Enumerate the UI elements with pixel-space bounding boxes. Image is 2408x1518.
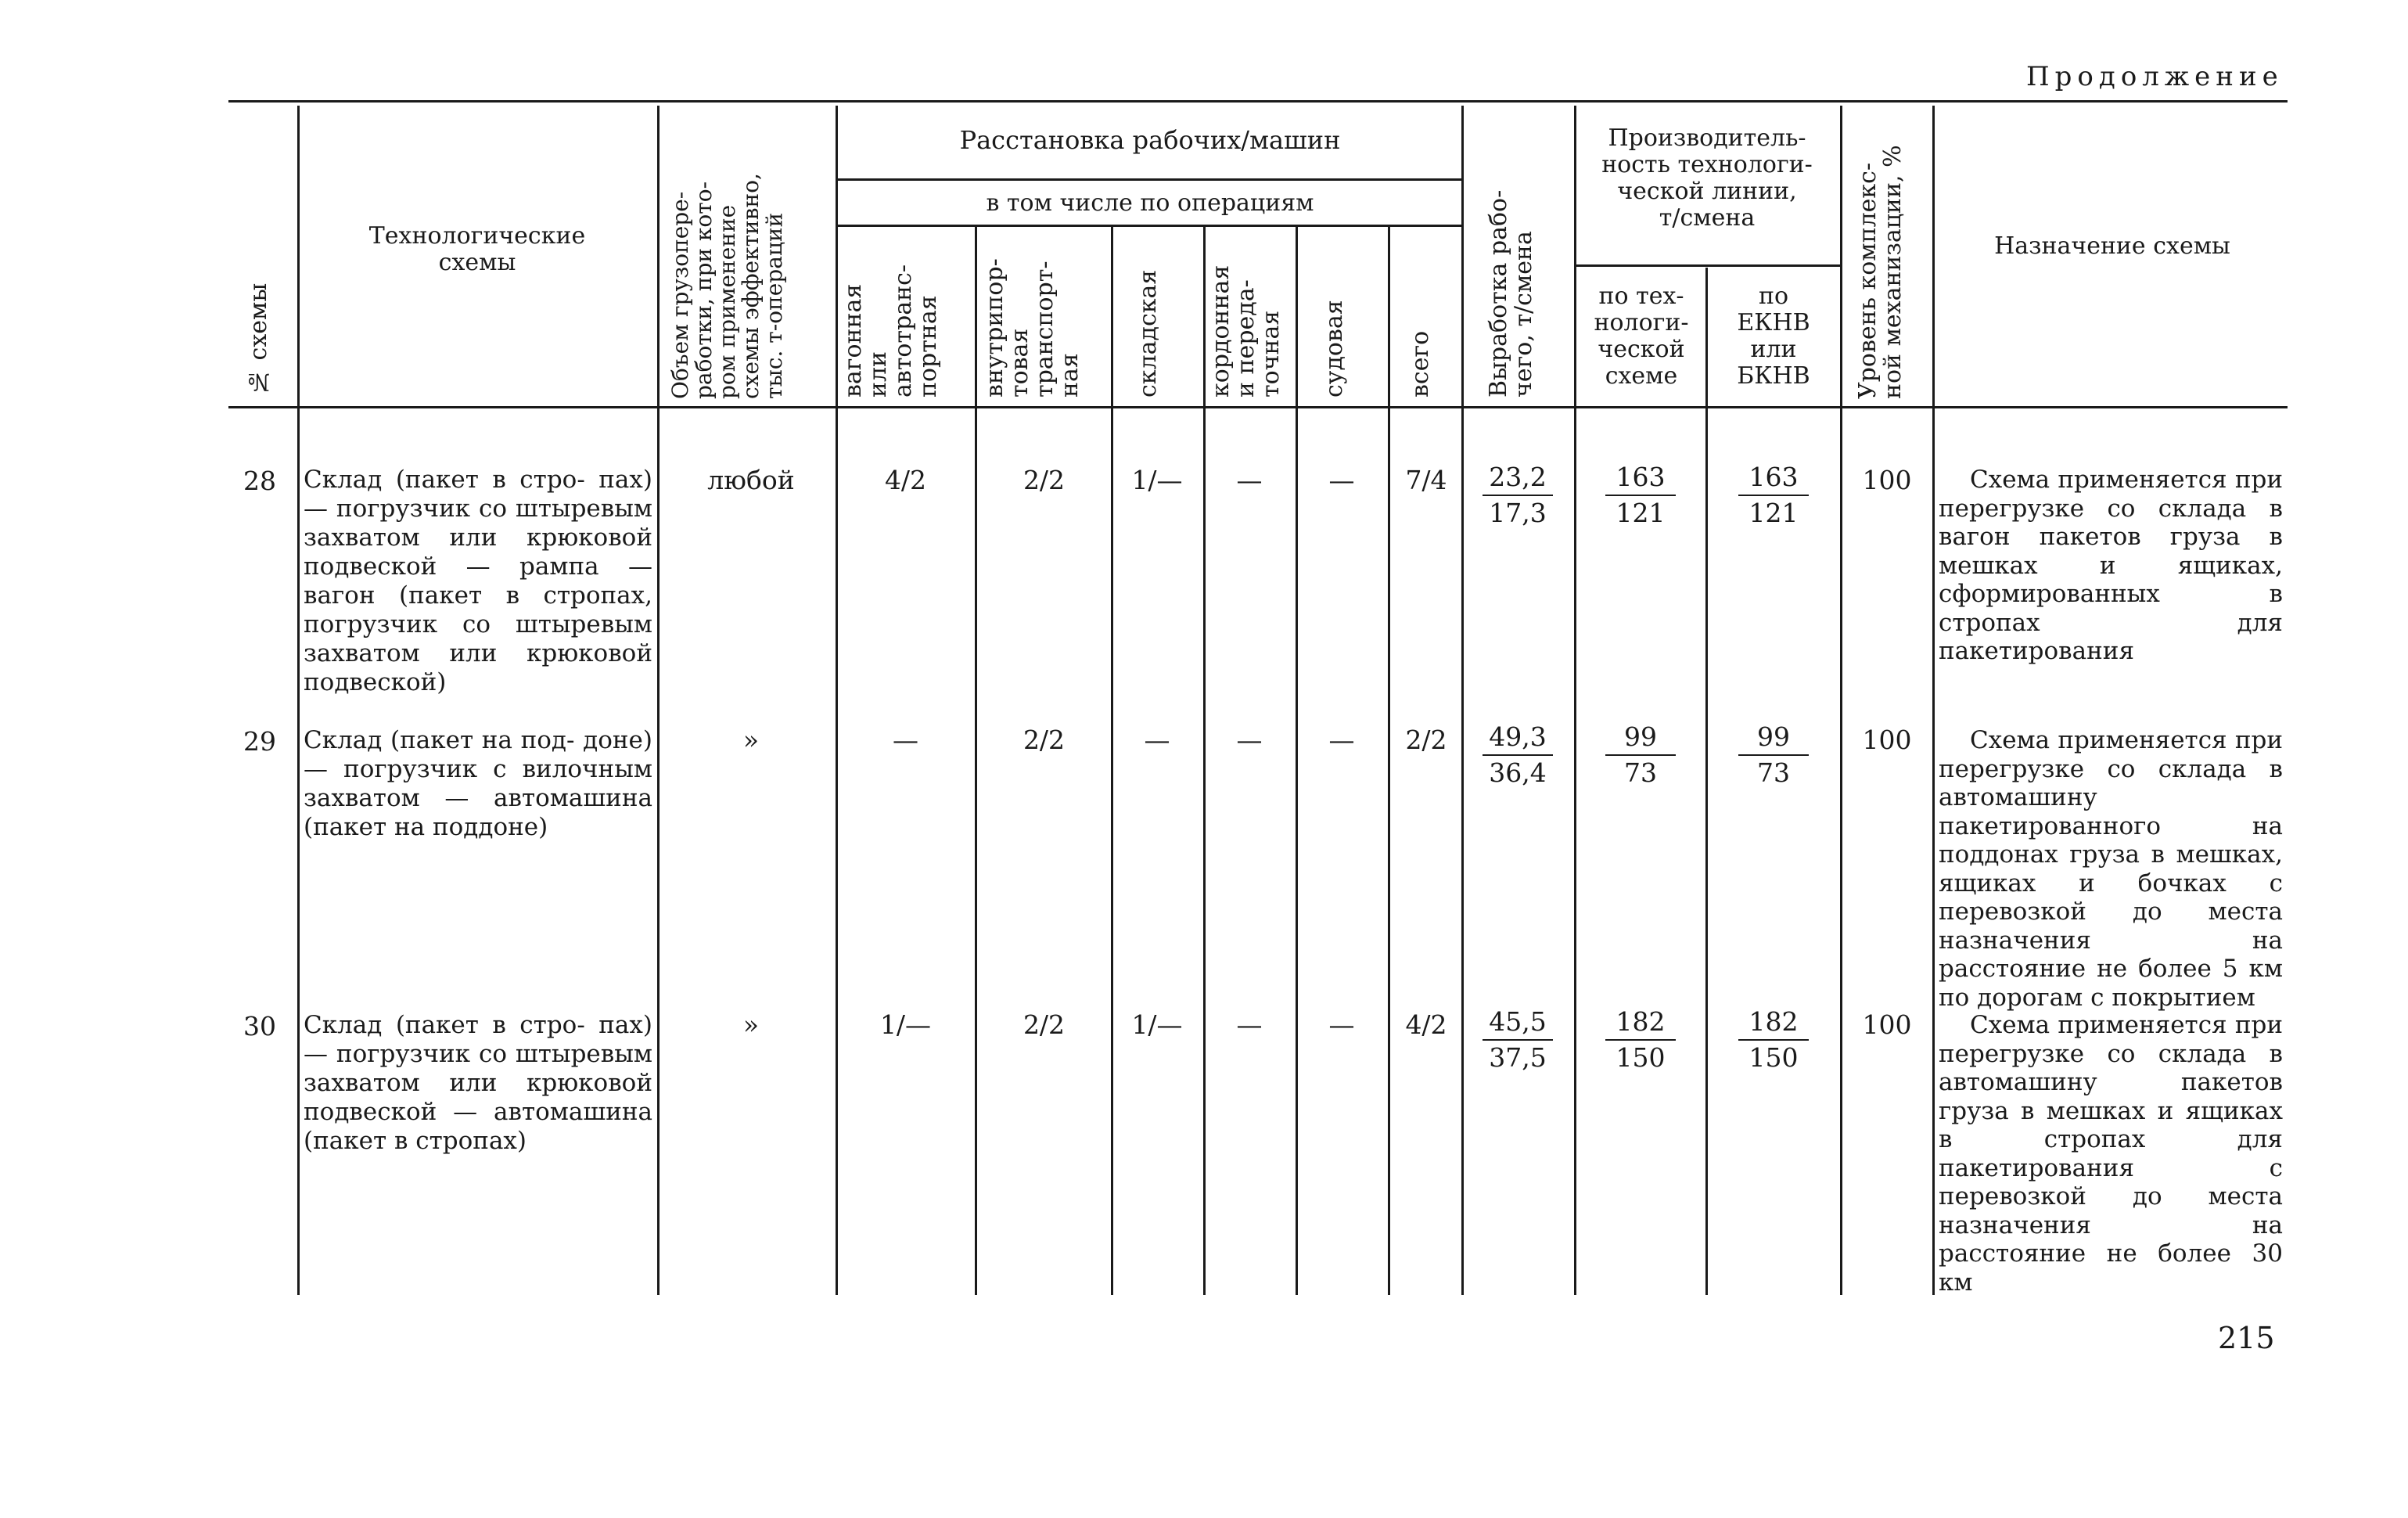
row-28-cordon: — [1236, 465, 1263, 495]
header-tech-schemes: Технологические схемы [368, 222, 586, 276]
header-prod-eknv: по ЕКНВ или БКНВ [1737, 282, 1810, 390]
row-30-tech-scheme: Склад (пакет в стро- пах) — погрузчик со штыревым захватом или крюковой подвеской — автомашина (пакет в стропах) [304, 1011, 652, 1155]
row-28-output-bottom: 17,3 [1489, 498, 1547, 528]
header-placement: Расстановка рабочих/машин [959, 125, 1341, 155]
header-volume: Объем грузопере- работки, при кото- ром применение схемы эффективно, тыс. т-операций [667, 173, 787, 399]
page-number: 215 [2218, 1321, 2275, 1355]
col-rule [1203, 227, 1206, 1295]
row-30-eknv-bottom: 150 [1748, 1042, 1799, 1073]
row-30-eknv-top: 182 [1738, 1006, 1809, 1041]
row-30-wagon: 1/— [879, 1009, 932, 1040]
col-rule [1461, 106, 1464, 1295]
placement-sub-rule [836, 178, 1461, 181]
col-rule [1705, 268, 1708, 1295]
row-29-scheme-bottom: 73 [1624, 757, 1657, 788]
col-rule [1296, 227, 1298, 1295]
header-op-wagon: вагонная или автотранс- портная [839, 264, 942, 397]
row-28-total: 7/4 [1405, 465, 1447, 495]
row-30-purpose: Схема применяется при перегрузке со склада в автомашину пакетов груза в мешках и ящиках в стропах для пакетирования с перевозкой до места назначения на расстояние не более 30 км [1939, 1011, 2283, 1297]
row-28-tech-scheme: Склад (пакет в стро- пах) — погрузчик со штыревым захватом или крюковой подвеской — рампа — вагон (пакет в стропах, погрузчик со штыревым захватом или крюковой подвеской) [304, 466, 652, 696]
row-29-warehouse: — [1144, 725, 1170, 755]
row-29-output-bottom: 36,4 [1489, 757, 1547, 788]
header-productivity: Производитель- ность технологи- ческой линии, т/смена [1601, 124, 1813, 232]
header-scheme-number: № схемы [245, 282, 272, 395]
row-29-tech-scheme: Склад (пакет на под- доне) — погрузчик с вилочным захватом — автомашина (пакет на поддоне) [304, 726, 652, 841]
row-28-internal: 2/2 [1023, 465, 1066, 495]
header-purpose: Назначение схемы [1994, 232, 2230, 260]
row-28-eknv-bottom: 121 [1748, 498, 1799, 528]
row-30-volume: » [742, 1009, 760, 1040]
header-op-internal: внутрипор- товая транспорт- ная [981, 258, 1084, 397]
row-28-scheme-top: 163 [1605, 462, 1676, 496]
row-29-output [1483, 721, 1553, 789]
row-28-ship: — [1328, 465, 1355, 495]
row-28-purpose: Схема применяется при перегрузке со склада в вагон пакетов груза в мешках и ящиках, сформированных в стропах для пакетирования [1939, 466, 2283, 665]
row-30-output [1483, 1006, 1553, 1074]
row-29-ship: — [1328, 725, 1355, 755]
row-29-wagon: — [893, 725, 918, 755]
row-29-volume: » [742, 725, 760, 755]
row-28-warehouse: 1/— [1131, 465, 1183, 495]
col-rule [836, 106, 838, 1295]
header-op-cordon: кордонная и переда- точная [1207, 264, 1285, 397]
header-op-total: всего [1407, 330, 1434, 397]
header-by-operations: в том числе по операциям [986, 189, 1314, 217]
col-rule [975, 227, 977, 1295]
row-29-output-top: 49,3 [1483, 721, 1553, 756]
header-output: Выработка рабо- чего, т/смена [1485, 189, 1537, 397]
header-prod-scheme: по тех- нологи- ческой схеме [1594, 282, 1689, 390]
col-rule [1932, 106, 1935, 1295]
row-28-output [1483, 462, 1553, 529]
productivity-sub-rule [1574, 264, 1840, 267]
row-30-total: 4/2 [1405, 1009, 1447, 1040]
col-rule [1111, 227, 1113, 1295]
row-29-prod-eknv [1738, 721, 1809, 789]
col-rule [1574, 106, 1576, 1295]
col-rule [1840, 106, 1842, 1295]
row-30-number: 30 [243, 1011, 276, 1041]
row-29-prod-scheme [1605, 721, 1676, 789]
row-29-eknv-top: 99 [1738, 721, 1809, 756]
row-29-eknv-bottom: 73 [1757, 757, 1790, 788]
row-30-output-bottom: 37,5 [1489, 1042, 1547, 1073]
continuation-label: Продолжение [2026, 61, 2284, 92]
table-top-rule [228, 100, 2288, 103]
row-28-prod-scheme [1605, 462, 1676, 529]
header-op-ship: судовая [1321, 300, 1348, 397]
row-28-prod-eknv [1738, 462, 1809, 529]
row-30-warehouse: 1/— [1131, 1009, 1183, 1040]
header-bottom-rule [228, 406, 2288, 408]
row-28-volume: любой [707, 465, 795, 495]
row-29-scheme-top: 99 [1605, 721, 1676, 756]
row-30-internal: 2/2 [1023, 1009, 1066, 1040]
row-28-eknv-top: 163 [1738, 462, 1809, 496]
row-28-number: 28 [243, 466, 276, 496]
row-29-internal: 2/2 [1023, 725, 1066, 755]
row-30-scheme-top: 182 [1605, 1006, 1676, 1041]
row-28-output-top: 23,2 [1483, 462, 1553, 496]
row-30-prod-scheme [1605, 1006, 1676, 1074]
row-29-purpose: Схема применяется при перегрузке со склада в автомашину пакетированного на поддонах груза в мешках, ящиках и бочках с перевозкой до места назначения на расстояние не более 5 км по дорогам с покрытием [1939, 726, 2283, 1012]
row-29-mechanization: 100 [1862, 725, 1912, 755]
row-28-mechanization: 100 [1862, 465, 1912, 495]
row-30-mechanization: 100 [1862, 1009, 1912, 1040]
row-30-cordon: — [1236, 1009, 1263, 1040]
row-30-output-top: 45,5 [1483, 1006, 1553, 1041]
header-op-warehouse: складская [1134, 269, 1162, 397]
row-29-cordon: — [1236, 725, 1263, 755]
col-rule [297, 106, 300, 1295]
col-rule [1388, 227, 1390, 1295]
row-30-scheme-bottom: 150 [1616, 1042, 1666, 1073]
header-mechanization: Уровень комплекс- ной механизации, % [1854, 145, 1907, 399]
col-rule [657, 106, 660, 1295]
ops-sub-rule [836, 225, 1461, 227]
row-29-total: 2/2 [1405, 725, 1447, 755]
row-28-scheme-bottom: 121 [1616, 498, 1666, 528]
row-28-wagon: 4/2 [884, 465, 927, 495]
row-29-number: 29 [243, 726, 276, 757]
row-30-ship: — [1328, 1009, 1355, 1040]
row-30-prod-eknv [1738, 1006, 1809, 1074]
